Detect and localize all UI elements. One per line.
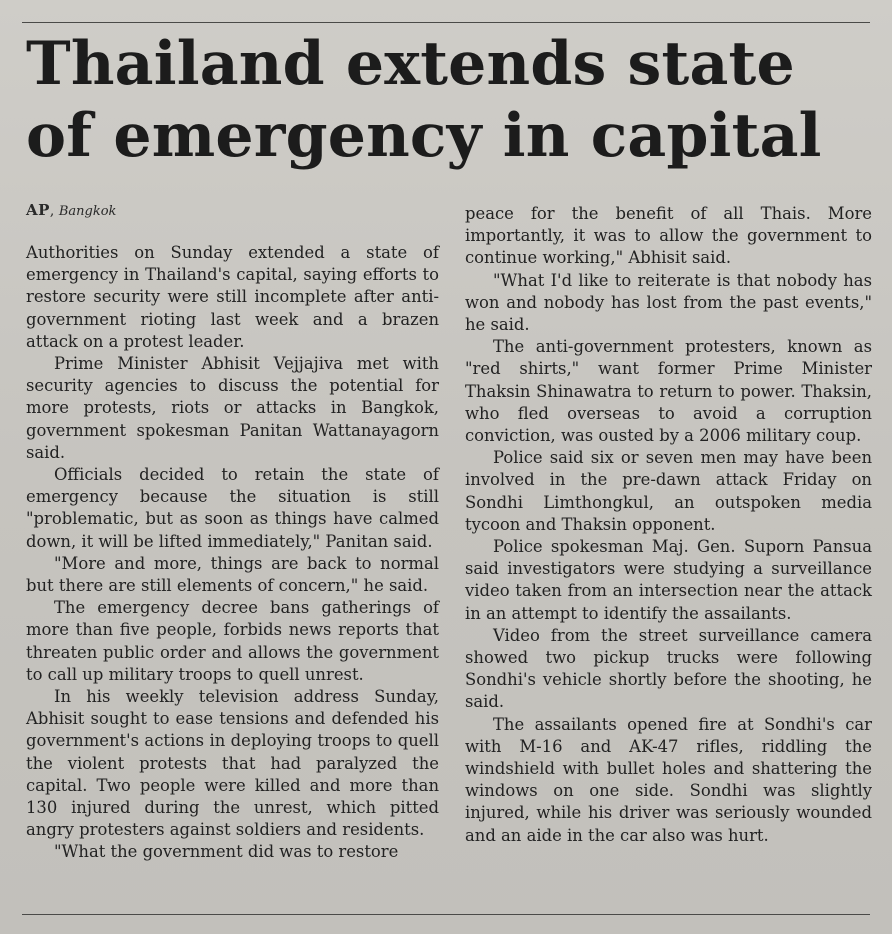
article-column-left xyxy=(26,242,439,864)
bottom-rule xyxy=(22,914,870,915)
byline-agency: AP xyxy=(26,201,50,219)
article-column-right xyxy=(465,203,872,847)
paragraph: Officials decided to retain the state of emergency because the situation is still "problematic, but as soon as things have calmed down, it will be lifted immediately," Panitan said. xyxy=(26,465,439,551)
paragraph: Police said six or seven men may have been involved in the pre-dawn attack Friday on Sondhi Limthongkul, an outspoken media tycoon and Thaksin opponent. xyxy=(465,448,872,534)
headline: Thailand extends state of emergency in capital xyxy=(26,29,822,171)
paragraph: "What I'd like to reiterate is that nobody has won and nobody has lost from the past events," he said. xyxy=(465,270,872,335)
top-rule xyxy=(22,22,870,23)
byline-separator: , xyxy=(49,203,59,219)
byline-location: Bangkok xyxy=(58,204,117,219)
paragraph: Video from the street surveillance camera showed two pickup trucks were following Sondhi's vehicle shortly before the shooting, he said. xyxy=(465,625,872,712)
paragraph: Police spokesman Maj. Gen. Suporn Pansua said investigators were studying a surveillance video taken from an intersection near the attack in an attempt to identify the assailants. xyxy=(465,537,872,623)
paragraph: peace for the benefit of all Thais. More importantly, it was to allow the government to continue working," Abhisit said. xyxy=(465,204,872,268)
paragraph: The assailants opened fire at Sondhi's car with M-16 and AK-47 rifles, riddling the windshield with bullet holes and shattering the windows on one side. Sondhi was slightly injured, while his driver was seriously wounded and an aide in the car also was hurt. xyxy=(465,714,872,845)
byline xyxy=(26,201,116,219)
paragraph: The anti-government protesters, known as "red shirts," want former Prime Minister Thaksin Shinawatra to return to power. Thaksin, who fled overseas to avoid a corruption conviction, was ousted by a 2006 military coup. xyxy=(465,337,872,446)
paragraph: In his weekly television address Sunday, Abhisit sought to ease tensions and defended his government's actions in deploying troops to quell the violent protests that had paralyzed the capital. Two people were killed and more than 130 injured during the unrest, which pitted angry protesters against soldiers and residents. xyxy=(26,687,439,840)
paragraph: "More and more, things are back to normal but there are still elements of concern," he said. xyxy=(26,553,439,596)
paragraph: Prime Minister Abhisit Vejjajiva met with security agencies to discuss the potential for more protests, riots or attacks in Bangkok, government spokesman Panitan Wattanayagorn said. xyxy=(26,354,439,462)
paragraph: The emergency decree bans gatherings of more than five people, forbids news reports that threaten public order and allows the government to call up military troops to quell unrest. xyxy=(26,598,439,684)
paragraph: Authorities on Sunday extended a state of emergency in Thailand's capital, saying efforts to restore security were still incomplete after anti-government rioting last week and a brazen attack on a protest leader. xyxy=(26,243,439,351)
paragraph: "What the government did was to restore xyxy=(54,842,399,862)
